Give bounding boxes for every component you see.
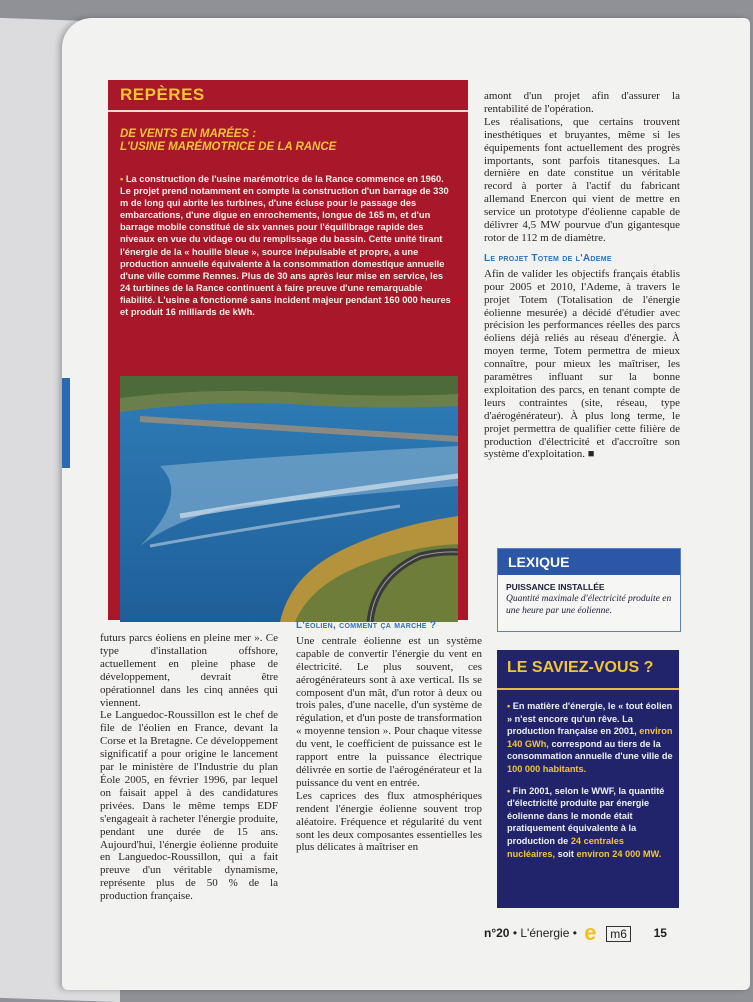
lexique-title: LEXIQUE <box>508 554 570 570</box>
saviez-vous-text <box>507 700 673 860</box>
section-heading-eolien: L'éolien, comment ça marche ? <box>296 620 437 631</box>
aerial-photo-illustration <box>120 376 458 622</box>
bullet-icon: • <box>120 174 124 184</box>
paragraph: Afin de valider les objectifs français établis pour 2005 et 2010, l'Ademe, à travers le projet Totem (Totalisation de l'énergie éolienne mesurée) a décidé d'étudier avec précision les performances réelles des parcs éoliens déjà reliés au réseau d'énergie. À moyen terme, Totem permettra de mieux connaître, pour mieux les maîtriser, les paramètres influant sur la bonne exploitation des parcs, en tenant compte de leurs contraintes (site, réseau, type d'aérogénérateur). À plus long terme, le projet permettra de qualifier cette filière de production d'électricité et d'accroître son système d'exploitation. ■ <box>484 267 680 461</box>
fact-highlight: 100 000 habitants. <box>507 763 587 774</box>
paragraph: Une centrale éolienne est un système capable de convertir l'énergie du vent en électricité. Le plus souvent, ces aérogénérateurs sont à axe vertical. Ils se composent d'un mât, d'un rotor à deux ou trois pales, d'une nacelle, d'un système de régulation, et d'un poste de transformation « moyenne tension ». Pour chaque vitesse du vent, le coefficient de puissance est le rapport entre la puissance électrique délivrée en sortie de l'aérogénérateur et la puissance du vent en entrée. <box>296 634 482 789</box>
lexique-term: PUISSANCE INSTALLÉE <box>506 582 605 592</box>
e-m6-logo <box>584 920 640 945</box>
reperes-text <box>120 173 456 318</box>
saviez-vous-header <box>497 650 679 690</box>
issue-number: n°20 <box>484 926 510 941</box>
paragraph: amont d'un projet afin d'assurer la rentabilité de l'opération. <box>484 90 680 115</box>
paragraph: Le Languedoc-Roussillon est le chef de file de l'éolien en France, devant la Corse et la Bretagne. Ce développement significatif a pour origine le lancement par le ministère de l'Industrie du plan Éole 2005, en février 1996, par lequel on faisait appel à des candidatures privées. Dans le même temps EDF s'engageait à racheter l'énergie produite, pendant une durée de 15 ans. Aujourd'hui, l'énergie éolienne produite en Languedoc-Roussillon, qui a fait preuve d'un véritable dynamisme, représente plus de 50 % de la production française. <box>100 709 278 903</box>
reperes-subtitle-line2: L'USINE MARÉMOTRICE DE LA RANCE <box>120 141 337 153</box>
fact-text: Fin 2001, selon le WWF, la quantité d'électricité produite par énergie éolienne dans le monde était pratiquement équivalente à la production de <box>507 785 665 846</box>
fact-highlight: 24 centrales nucléaires, <box>507 835 624 859</box>
fact-text: correspond au tiers de la consommation annuelle d'une ville de <box>507 738 673 762</box>
lexique-definition: Quantité maximale d'électricité produite en une heure par une éolienne. <box>506 594 672 616</box>
lexique-header <box>498 549 680 575</box>
section-heading-totem: Le projet Totem de l'Ademe <box>484 252 612 264</box>
separator: • <box>512 926 518 941</box>
reperes-subtitle-line1: DE VENTS EN MARÉES : <box>120 128 257 140</box>
paragraph: Les réalisations, que certains trouvent inesthétiques et bruyantes, même si les équipements font actuellement des progrès importants, sont parfois titanesques. La dernière en date constitue un véritable record à porter à l'actif du fabricant allemand Enercon qui vient de mettre en service un prototype d'éolienne capable de délivrer 4,5 MW pourvue d'un gigantesque rotor de 112 m de diamètre. <box>484 115 680 244</box>
fact-highlight: environ 24 000 MW. <box>576 848 662 859</box>
fact-highlight: environ 140 GWh, <box>507 726 673 749</box>
magazine-name: L'énergie <box>520 926 570 941</box>
lexique-box <box>497 548 681 632</box>
fact-item <box>507 700 673 776</box>
paragraph: futurs parcs éoliens en pleine mer ». Ce type d'installation offshore, actuellement en pleine phase de développement, devrait être opérationnel dans les cinq années qui viennent. <box>100 632 278 709</box>
page-number: 15 <box>653 926 667 941</box>
left-column-bottom <box>100 632 278 903</box>
page-footer <box>484 920 667 945</box>
reperes-body: La construction de l'usine marémotrice de la Rance commence en 1960. Le projet prend notamment en compte la construction d'un barrage de 330 m de long qui abrite les turbines, d'une écluse pour le passage des embarcations, d'une digue en enrochements, longue de 165 m, et d'un barrage mobile constitué de six vannes pour l'équilibrage rapide des niveaux en vue du vidage ou du remplissage du bassin. Cette unité tirant l'énergie de la « houille bleue », source inépuisable et propre, a une production annuelle équivalente à la consommation domestique annuelle d'une ville comme Rennes. Plus de 30 ans après leur mise en service, les 24 turbines de la Rance continuent à faire preuve d'une remarquable fiabilité. L'usine a fonctionné sans incident majeur pendant 160 000 heures et produit 16 milliards de kWh. <box>120 174 451 318</box>
right-column-top <box>484 90 680 461</box>
reperes-header <box>108 80 468 112</box>
bullet-icon: • <box>507 785 511 796</box>
reperes-box <box>108 80 468 620</box>
fact-text: En matière d'énergie, le « tout éolien » n'est encore qu'un rêve. La production française en 2001, <box>507 701 673 737</box>
separator: • <box>572 926 577 941</box>
magazine-page <box>62 18 750 990</box>
reperes-subtitle <box>120 128 450 154</box>
paragraph: Les caprices des flux atmosphériques rendent l'énergie éolienne souvent trop aléatoire. Fréquence et régularité du vent sont les deux composantes essentielles les plus délicates à maîtriser en <box>296 789 482 854</box>
page-edge-tab <box>62 378 70 468</box>
logo-e: e <box>584 920 597 945</box>
bullet-icon: • <box>507 701 511 711</box>
saviez-vous-box <box>497 650 679 908</box>
logo-m6: m6 <box>606 926 631 942</box>
rance-aerial-photo <box>120 376 458 622</box>
middle-column-bottom <box>296 620 482 854</box>
reperes-title: REPÈRES <box>120 85 205 104</box>
saviez-vous-title: LE SAVIEZ-VOUS ? <box>507 659 654 676</box>
fact-text: soit <box>557 848 574 859</box>
fact-item <box>507 785 673 861</box>
